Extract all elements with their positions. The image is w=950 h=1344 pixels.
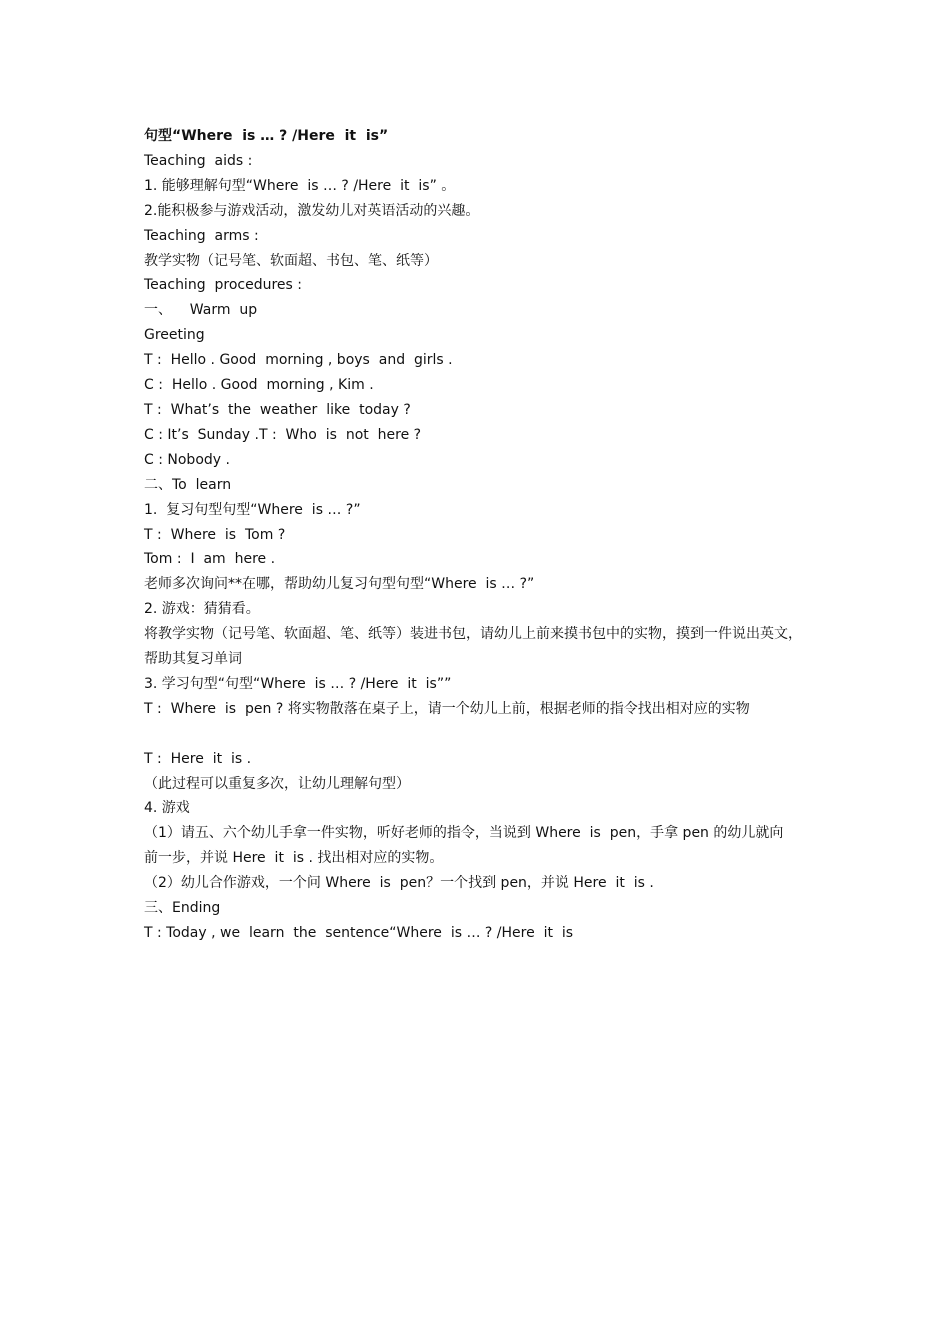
dialogue-line: Tom : I am here . <box>144 551 276 568</box>
document-body <box>144 124 834 946</box>
section-to-learn: 二、To learn <box>144 476 232 493</box>
dialogue-line: T : Hello . Good morning , boys and girls . <box>144 352 453 369</box>
step-3-note: （此过程可以重复多次，让幼儿理解句型） <box>144 775 410 792</box>
section-ending: 三、Ending <box>144 900 221 917</box>
blank-line <box>144 722 834 747</box>
aim-1: 1. 能够理解句型“Where is … ? /Here it is” 。 <box>144 177 456 194</box>
step-2-note-part-2: 帮助其复习单词 <box>144 651 242 668</box>
step-1-note: 老师多次询问**在哪，帮助幼儿复习句型句型“Where is … ?” <box>144 576 535 593</box>
game-2-line: （2）幼儿合作游戏，一个问 Where is pen？一个找到 pen，并说 Here it is . <box>144 875 654 892</box>
step-1-line: 1. 复习句型句型“Where is … ?” <box>144 501 361 518</box>
ending-dialogue: T : Today , we learn the sentence“Where is … ? /Here it is <box>144 924 574 941</box>
dialogue-line: T : What’s the weather like today ? <box>144 401 411 418</box>
dialogue-line: C : Nobody . <box>144 451 230 468</box>
procedures-heading: Teaching procedures : <box>144 277 302 294</box>
dialogue-line: T : Here it is . <box>144 750 252 767</box>
materials-line: 教学实物（记号笔、软面超、书包、笔、纸等） <box>144 252 438 269</box>
step-4-line: 4. 游戏 <box>144 800 190 817</box>
step-2-note-part-1: 将教学实物（记号笔、软面超、笔、纸等）装进书包，请幼儿上前来摸书包中的实物，摸到一件说出英文， <box>144 626 802 643</box>
section-warm-up: 一、 Warm up <box>144 302 258 319</box>
document-title: 句型“Where is … ? /Here it is” <box>144 128 389 144</box>
greeting-line: Greeting <box>144 327 205 344</box>
dialogue-line: C : It’s Sunday .T : Who is not here ? <box>144 426 422 443</box>
step-3-dialogue: T : Where is pen ? 将实物散落在桌子上，请一个幼儿上前，根据老师的指令找出相对应的实物 <box>144 700 750 717</box>
step-3-line: 3. 学习句型“句型“Where is … ? /Here it is”” <box>144 675 452 692</box>
dialogue-line: C : Hello . Good morning , Kim . <box>144 377 374 394</box>
step-2-line: 2. 游戏：猜猜看。 <box>144 601 260 618</box>
aim-2: 2.能积极参与游戏活动，激发幼儿对英语活动的兴趣。 <box>144 202 480 219</box>
dialogue-line: T : Where is Tom ? <box>144 526 286 543</box>
game-1-part-1: （1）请五、六个幼儿手拿一件实物，听好老师的指令，当说到 Where is pen，手拿 pen 的幼儿就向 <box>144 825 784 842</box>
game-1-part-2: 前一步，并说 Here it is . 找出相对应的实物。 <box>144 850 444 867</box>
teaching-arms-heading: Teaching arms : <box>144 227 259 244</box>
teaching-aids-heading: Teaching aids : <box>144 152 253 169</box>
